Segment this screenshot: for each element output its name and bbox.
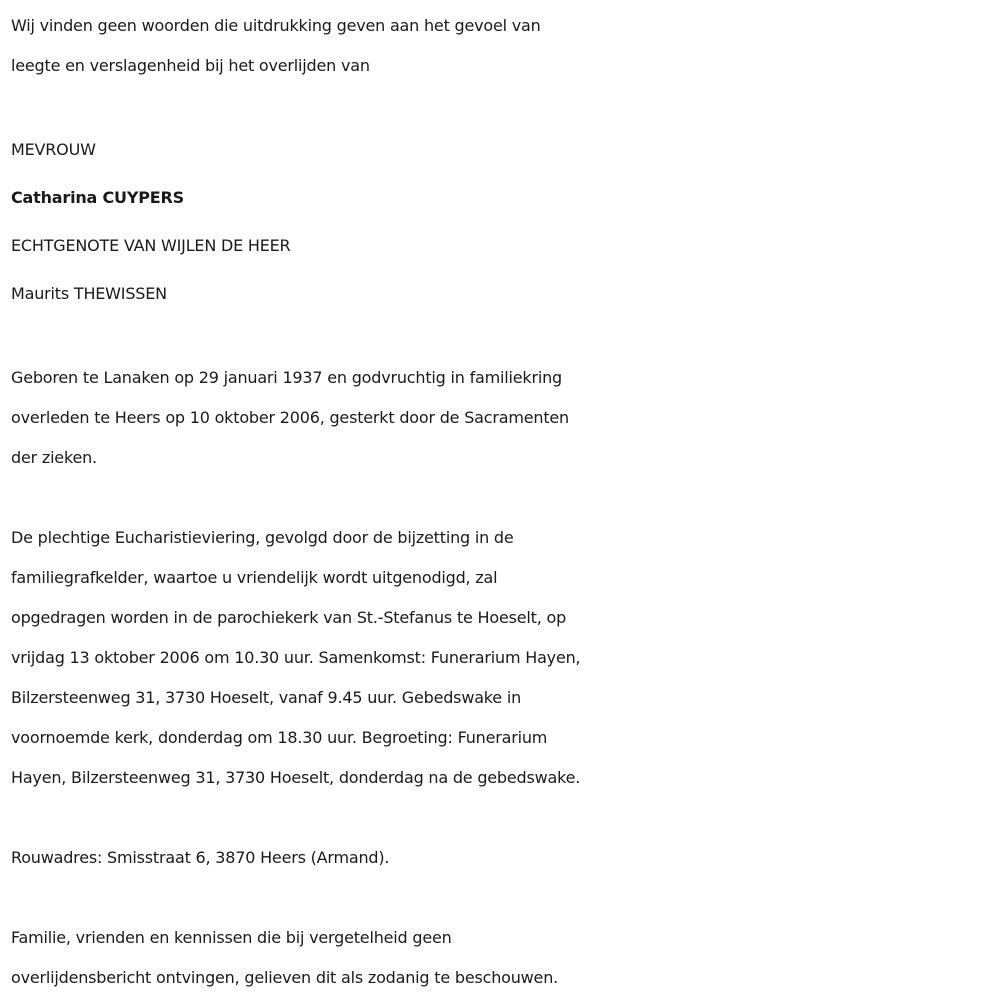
birth-death-paragraph (11, 358, 996, 478)
intro-line: leegte en verslagenheid bij het overlijden van (11, 56, 370, 75)
paragraph-gap (11, 86, 996, 126)
ceremony-line: Hayen, Bilzersteenweg 31, 3730 Hoeselt, donderdag na de gebedswake. (11, 768, 581, 787)
ceremony-line: Bilzersteenweg 31, 3730 Hoeselt, vanaf 9.45 uur. Gebedswake in (11, 688, 522, 707)
ceremony-line: vrijdag 13 oktober 2006 om 10.30 uur. Samenkomst: Funerarium Hayen, (11, 648, 581, 667)
deceased-title: MEVROUW (11, 140, 96, 159)
ceremony-paragraph (11, 518, 996, 798)
deceased-header (11, 126, 996, 318)
ceremony-line: voornoemde kerk, donderdag om 18.30 uur. Begroeting: Funerarium (11, 728, 548, 747)
intro-paragraph (11, 6, 996, 86)
birth-death-line: Geboren te Lanaken op 29 januari 1937 en godvruchtig in familiekring (11, 368, 562, 387)
birth-death-line: overleden te Heers op 10 oktober 2006, gesterkt door de Sacramenten (11, 408, 569, 427)
paragraph-gap (11, 318, 996, 358)
closing-line: Familie, vrienden en kennissen die bij vergetelheid geen (11, 928, 452, 947)
spouse-name: Maurits THEWISSEN (11, 284, 167, 303)
closing-line: overlijdensbericht ontvingen, gelieven dit als zodanig te beschouwen. (11, 968, 559, 987)
paragraph-gap (11, 478, 996, 518)
obituary-notice (11, 0, 996, 998)
intro-line: Wij vinden geen woorden die uitdrukking geven aan het gevoel van (11, 16, 541, 35)
ceremony-line: familiegrafkelder, waartoe u vriendelijk wordt uitgenodigd, zal (11, 568, 498, 587)
birth-death-line: der zieken. (11, 448, 97, 467)
ceremony-line: opgedragen worden in de parochiekerk van St.-Stefanus te Hoeselt, op (11, 608, 567, 627)
paragraph-gap (11, 798, 996, 838)
closing-paragraph (11, 918, 996, 998)
deceased-relation: ECHTGENOTE VAN WIJLEN DE HEER (11, 236, 291, 255)
paragraph-gap (11, 878, 996, 918)
mourning-address: Rouwadres: Smisstraat 6, 3870 Heers (Armand). (11, 848, 390, 867)
ceremony-line: De plechtige Eucharistieviering, gevolgd door de bijzetting in de (11, 528, 514, 547)
address-paragraph (11, 838, 996, 878)
deceased-name: Catharina CUYPERS (11, 188, 184, 207)
